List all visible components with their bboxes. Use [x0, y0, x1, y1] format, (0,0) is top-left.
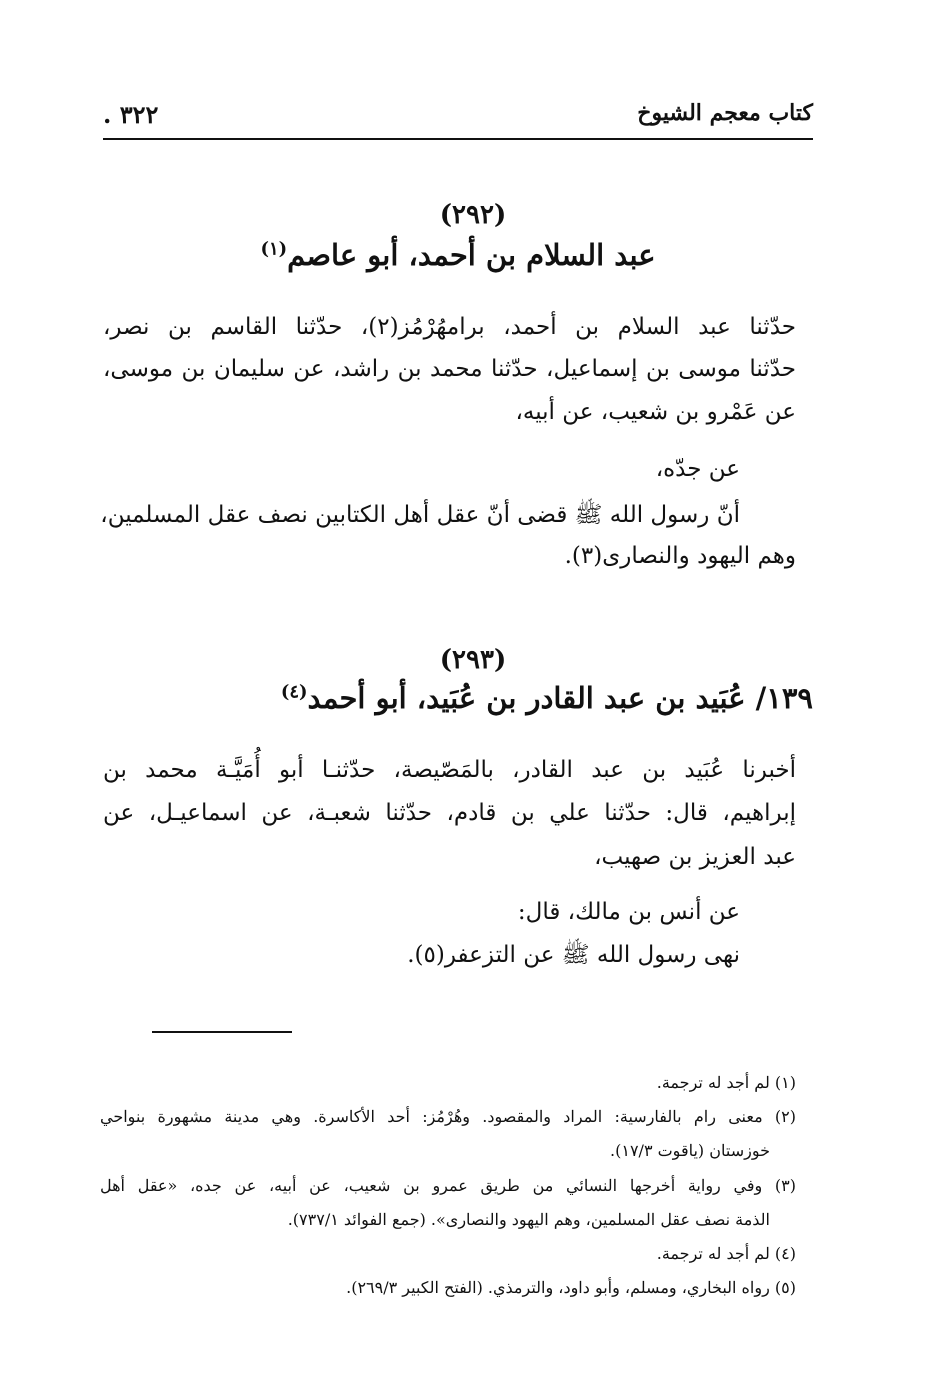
footnote-continuation: الذمة نصف عقل المسلمين، وهم اليهود والنصارى». (جمع الفوائد ٧٣٧/١).	[287, 1210, 770, 1229]
text-line: عن جدّه،	[655, 456, 740, 482]
footnote-continuation: خوزستان (ياقوت ١٧/٣).	[610, 1141, 770, 1160]
header-divider	[103, 138, 813, 140]
entry-number-293: (٢٩٣)	[439, 645, 507, 675]
text-line: عن أنس بن مالك، قال:	[517, 899, 740, 925]
book-title: كتاب معجم الشيوخ	[637, 100, 813, 126]
text-line: نهى رسول الله ﷺ عن التزعفر(٥).	[407, 942, 740, 968]
text-line: حدّثنا عبد السلام بن أحمد، برامهُرْمُز(٢)، حدّثنا القاسم بن نصر،	[103, 314, 796, 340]
entry-number-292: (٢٩٢)	[439, 200, 507, 230]
text-line: أخبرنا عُبَيد بن عبد القادر، بالمَصّيصة، حدّثنـا أبو أُمَيَّـة محمد بن	[103, 757, 796, 783]
text-line: عن عَمْرو بن شعيب، عن أبيه،	[515, 399, 796, 425]
page-number: ٣٢٢ .	[103, 100, 159, 129]
text-line: حدّثنا موسى بن إسماعيل، حدّثنا محمد بن راشد، عن سليمان بن موسى،	[103, 356, 796, 382]
footnote-divider	[152, 1031, 292, 1033]
footnote: (٤) لم أجد له ترجمة.	[656, 1244, 796, 1263]
text-line: أنّ رسول الله ﷺ قضى أنّ عقل أهل الكتابين نصف عقل المسلمين،	[100, 502, 740, 528]
footnote: (١) لم أجد له ترجمة.	[656, 1073, 796, 1092]
entry-title-text: ١٣٩/ عُبَيد بن عبد القادر بن عُبَيد، أبو أحمد	[307, 681, 813, 715]
footnote: (٢) معنى رام بالفارسية: المراد والمقصود. وهُرْمُز: أحد الأكاسرة. وهي مدينة مشهورة بنواحي	[100, 1107, 796, 1126]
text-line: إبراهيم، قال: حدّثنا علي بن قادم، حدّثنا شعبـة، عن اسماعيـل، عن	[103, 800, 796, 826]
text-line: وهم اليهود والنصارى(٣).	[564, 543, 796, 569]
footnote-marker: (٤)	[280, 681, 308, 703]
footnote: (٣) وفي رواية أخرجها النسائي من طريق عمرو بن شعيب، عن أبيه، عن جده، «عقل أهل	[100, 1176, 796, 1195]
entry-title-292	[103, 238, 813, 272]
footnote: (٥) رواه البخاري، ومسلم، وأبو داود، والترمذي. (الفتح الكبير ٢٦٩/٣).	[346, 1278, 796, 1297]
footnote-marker: (١)	[260, 238, 288, 260]
entry-title-text: عبد السلام بن أحمد، أبو عاصم	[287, 238, 656, 272]
running-header	[103, 100, 813, 134]
text-line: عبد العزيز بن صهيب،	[594, 844, 796, 870]
entry-title-293	[103, 681, 813, 715]
